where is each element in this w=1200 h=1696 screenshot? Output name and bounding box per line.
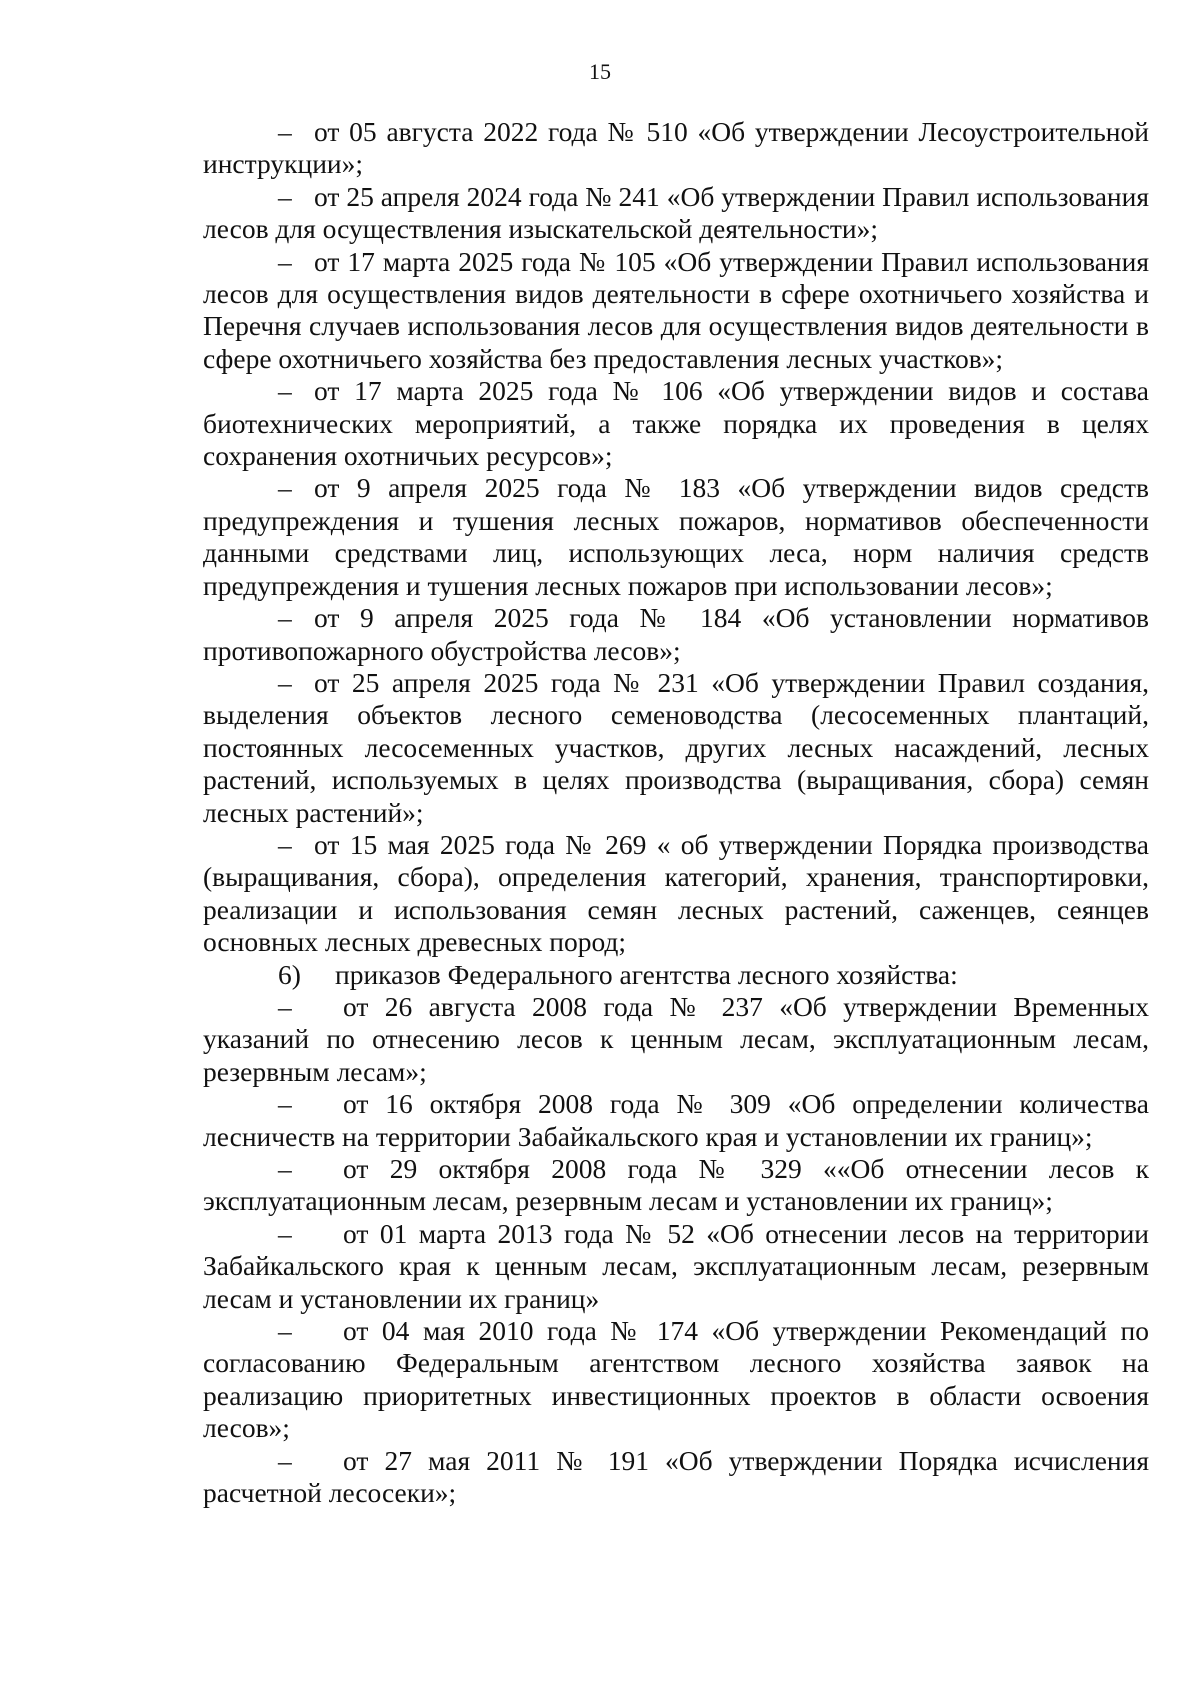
section-number: 6) [278, 958, 301, 990]
list-item-text: от 29 октября 2008 года № 329 ««Об отнесении лесов к эксплуатационным лесам, резервным лесам и установлении их границ»; [203, 1153, 1149, 1217]
list-item-text: от 25 апреля 2024 года № 241 «Об утверждении Правил использования лесов для осуществления изыскательской деятельности»; [203, 180, 1149, 245]
list-item-text: от 26 августа 2008 года № 237 «Об утверждении Временных указаний по отнесению лесов к ценным лесам, эксплуатационным лесам, резервным лесам»; [203, 990, 1149, 1087]
list-item [203, 1445, 1149, 1510]
list-dash: – [278, 1217, 292, 1249]
list-dash: – [278, 472, 292, 504]
list-dash: – [278, 1088, 292, 1120]
list-dash: – [278, 666, 292, 698]
list-item-text: от 04 мая 2010 года № 174 «Об утверждении Рекомендаций по согласованию Федеральным агентством лесного хозяйства заявок на реализацию приоритетных инвестиционных проектов в области освоения лесов»; [203, 1315, 1149, 1444]
list-dash: – [278, 375, 292, 407]
document-body [203, 116, 1149, 1509]
list-item-text: от 15 мая 2025 года № 269 « об утверждении Порядка производства (выращивания, сбора), определения категорий, хранения, транспортировки, реализации и использования семян лесных растений, саженцев, сеянцев основных лесных древесных пород; [203, 828, 1149, 958]
list-item-text: от 9 апреля 2025 года № 184 «Об установлении нормативов противопожарного обустройства лесов»; [203, 602, 1149, 666]
list-item [203, 472, 1149, 602]
list-item [203, 602, 1149, 667]
list-item [203, 246, 1149, 376]
list-item [203, 375, 1149, 472]
list-item-text: от 05 августа 2022 года № 510 «Об утверждении Лесоустроительной инструкции»; [203, 116, 1149, 180]
list-dash: – [278, 602, 292, 634]
section-heading [203, 959, 1149, 991]
list-item [203, 1088, 1149, 1153]
list-dash: – [278, 990, 292, 1022]
list-item [203, 829, 1149, 959]
page-number: 15 [589, 59, 611, 84]
list-item [203, 1218, 1149, 1315]
list-item [203, 667, 1149, 829]
list-dash: – [278, 828, 292, 860]
list-item [203, 991, 1149, 1088]
list-item-text: от 16 октября 2008 года № 309 «Об определении количества лесничеств на территории Забайкальского края и установлении их границ»; [203, 1088, 1149, 1152]
list-dash: – [278, 116, 292, 147]
list-item-text: от 17 марта 2025 года № 105 «Об утверждении Правил использования лесов для осуществления видов деятельности в сфере охотничьего хозяйства и Перечня случаев использования лесов для осуществления видов деятельности в сфере охотничьего хозяйства без предоставления лесных участков»; [203, 245, 1149, 374]
section-heading-text: приказов Федерального агентства лесного хозяйства: [335, 958, 958, 990]
list-item-text: от 27 мая 2011 № 191 «Об утверждении Порядка исчисления расчетной лесосеки»; [203, 1444, 1149, 1509]
list-item-text: от 25 апреля 2025 года № 231 «Об утверждении Правил создания, выделения объектов лесного семеноводства (лесосеменных плантаций, постоянных лесосеменных участков, других лесных насаждений, лесных растений, используемых в целях производства (выращивания, сбора) семян лесных растений»; [203, 666, 1149, 828]
list-dash: – [278, 1153, 292, 1184]
list-item [203, 1153, 1149, 1218]
list-item-text: от 17 марта 2025 года № 106 «Об утверждении видов и состава биотехнических мероприятий, а также порядка их проведения в целях сохранения охотничьих ресурсов»; [203, 375, 1149, 472]
list-dash: – [278, 180, 292, 212]
list-dash: – [278, 1444, 292, 1476]
list-item [203, 116, 1149, 181]
list-item [203, 1315, 1149, 1445]
list-item-text: от 9 апреля 2025 года № 183 «Об утверждении видов средств предупреждения и тушения лесных пожаров, нормативов обеспеченности данными средствами лиц, использующих леса, норм наличия средств предупреждения и тушения лесных пожаров при использовании лесов»; [203, 472, 1149, 601]
list-item-text: от 01 марта 2013 года № 52 «Об отнесении лесов на территории Забайкальского края к ценным лесам, эксплуатационным лесам, резервным лесам и установлении их границ» [203, 1217, 1149, 1314]
list-item [203, 181, 1149, 246]
list-dash: – [278, 245, 292, 277]
list-dash: – [278, 1315, 292, 1347]
